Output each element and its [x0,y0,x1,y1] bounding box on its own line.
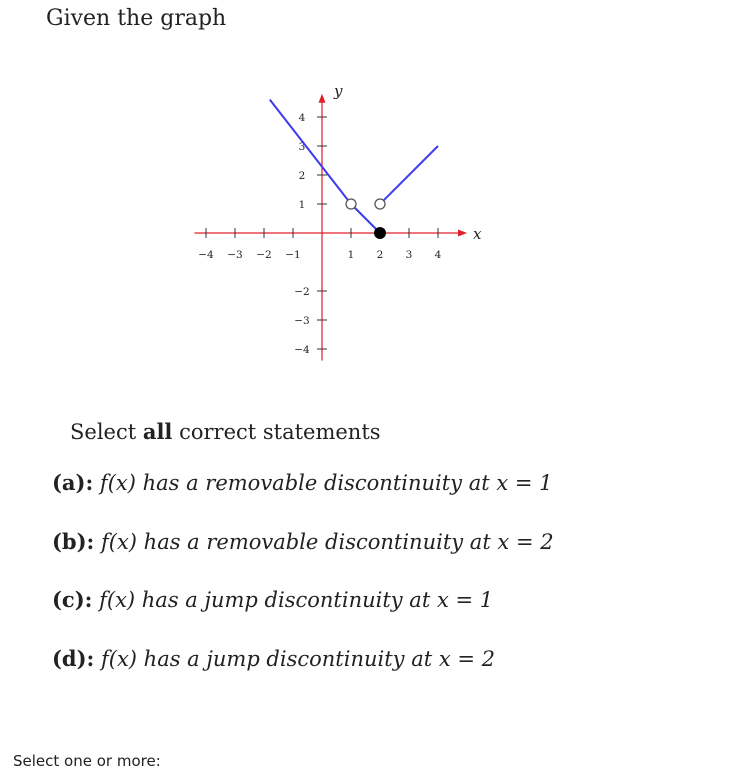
x-tick-label: −2 [256,249,272,261]
x-axis-label: x [473,225,482,243]
x-tick-label: −4 [198,249,214,261]
statement-text: f(x) has a removable discontinuity at x = 2 [101,530,554,554]
question-intro: Given the graph [46,6,227,31]
y-tick-label: 4 [298,112,306,124]
statement-tag: (d): [52,646,95,671]
y-tick-label: −4 [294,344,310,356]
y-axis-arrow [319,94,326,103]
x-tick-label: −3 [227,249,243,261]
curve-segment-3 [380,146,438,204]
y-tick-label: 1 [298,199,306,211]
instruction-text [70,419,381,444]
statement-b [52,529,554,554]
curve-segment-1 [270,100,351,204]
statement-text: f(x) has a jump discontinuity at x = 2 [101,647,495,671]
statement-tag: (b): [52,529,95,554]
y-tick-label: 2 [298,170,306,182]
statement-c [52,587,493,612]
select-hint: Select one or more: [13,752,161,770]
y-axis-label: y [334,81,343,100]
y-tick-label: −3 [294,315,310,327]
closed-point [374,227,386,239]
statement-text: f(x) has a removable discontinuity at x = 1 [99,471,553,495]
instruction-prefix: Select [70,420,143,444]
x-axis-arrow [458,230,467,237]
statement-a [52,470,553,495]
x-tick-label: 4 [434,249,442,261]
x-tick-label: 1 [347,249,355,261]
open-point [375,199,385,209]
x-tick-label: 2 [376,249,384,261]
instruction-bold: all [142,419,173,444]
y-tick-label: −2 [294,286,310,298]
statement-text: f(x) has a jump discontinuity at x = 1 [99,588,494,612]
statement-d [52,646,495,671]
instruction-suffix: correct statements [172,420,381,444]
x-tick-label: −1 [285,249,301,261]
x-tick-label: 3 [405,249,413,261]
statement-tag: (a): [52,470,94,495]
statement-tag: (c): [52,587,93,612]
open-point [346,199,356,209]
y-tick-label: 3 [298,141,306,153]
curve-segment-2 [351,204,380,233]
